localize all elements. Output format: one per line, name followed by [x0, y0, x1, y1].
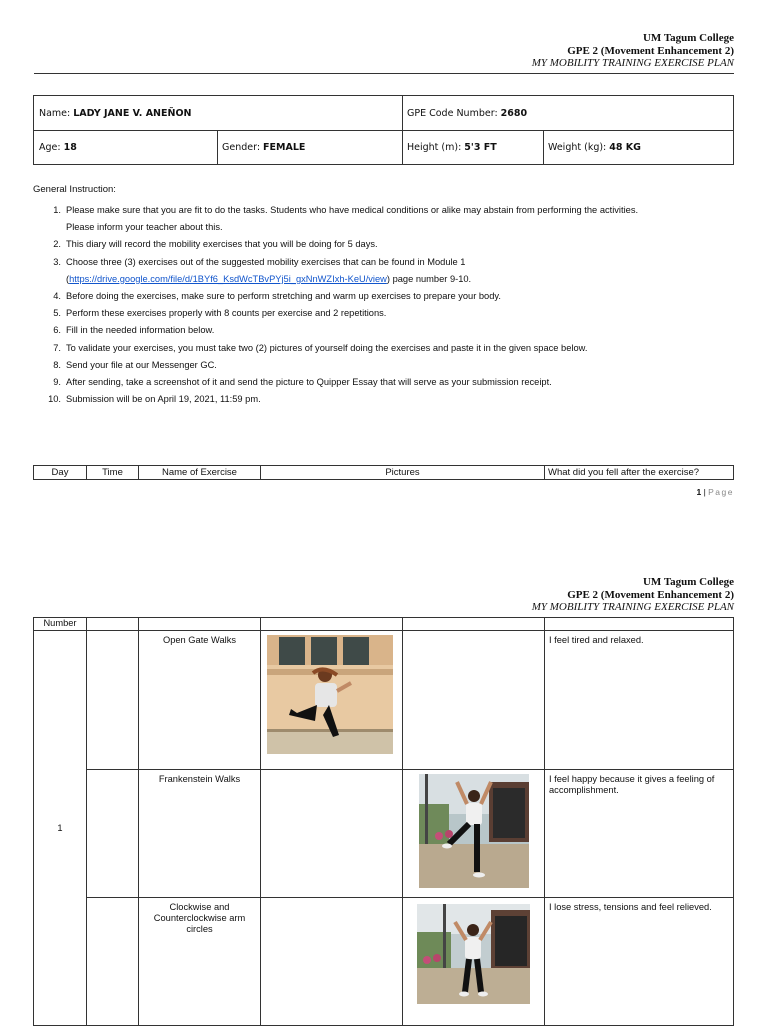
- course-name: GPE 2 (Movement Enhancement 2): [567, 44, 734, 57]
- exercise-name: Frankenstein Walks: [139, 770, 261, 898]
- plan-title: MY MOBILITY TRAINING EXERCISE PLAN: [531, 57, 734, 69]
- instruction-item: [33, 374, 733, 391]
- height-cell: Height (m): 5'3 FT: [407, 141, 497, 153]
- instruction-item: (https://drive.google.com/file/d/1BYf6_KsdWcTBvPYj5i_gxNnWZIxh-KeU/view) page number 9-10.: [66, 273, 472, 284]
- col-feel: What did you fell after the exercise?: [545, 466, 734, 480]
- instruction-item: [33, 219, 733, 236]
- page2-header: [532, 576, 734, 614]
- day-number: 1: [34, 631, 87, 1026]
- instruction-text: Submission will be on April 19, 2021, 11:59 pm.: [66, 394, 261, 405]
- col-exercise: Name of Exercise: [139, 466, 261, 480]
- instruction-item: [33, 236, 733, 253]
- table-row: [34, 770, 734, 898]
- page-number: 1 | Page: [696, 487, 734, 497]
- school-name-2: UM Tagum College: [642, 576, 734, 588]
- instruction-item: [33, 288, 733, 305]
- age-value: 18: [63, 141, 77, 153]
- gender-cell: Gender: FEMALE: [222, 141, 306, 153]
- picture-cell: [403, 770, 545, 898]
- exercise-name: Open Gate Walks: [139, 631, 261, 770]
- weight-value: 48 KG: [609, 141, 641, 153]
- feeling-text: I feel happy because it gives a feeling of accomplishment.: [545, 770, 734, 898]
- instruction-item: [33, 305, 733, 322]
- age-cell: Age: 18: [39, 141, 77, 153]
- header-rule: [34, 73, 734, 74]
- instruction-number: 10.: [48, 394, 61, 405]
- col-day: Day: [34, 466, 87, 480]
- instruction-text: After sending, take a screenshot of it and send the picture to Quipper Essay that will serve as your submission receipt.: [66, 377, 552, 388]
- instruction-number: 5.: [53, 308, 61, 319]
- exercise-photo: [419, 774, 529, 888]
- instruction-item: [33, 357, 733, 374]
- instruction-number: 9.: [53, 377, 61, 388]
- instruction-number: 8.: [53, 359, 61, 370]
- code-cell: GPE Code Number: 2680: [407, 107, 528, 119]
- name-value: LADY JANE V. ANEÑON: [73, 107, 192, 119]
- instruction-number: 1.: [53, 205, 61, 215]
- course-name-2: GPE 2 (Movement Enhancement 2): [567, 588, 734, 601]
- col-pictures: Pictures: [261, 466, 545, 480]
- exercise-name: Clockwise and Counterclockwise arm circles: [139, 898, 261, 1026]
- picture-cell: [261, 631, 403, 770]
- instruction-number: 2.: [53, 239, 61, 250]
- table-row: [34, 898, 734, 1026]
- table-row: [34, 631, 734, 770]
- col-time: Time: [87, 466, 139, 480]
- instruction-list: [33, 202, 733, 408]
- student-info-table: [33, 95, 734, 165]
- picture-cell: [403, 898, 545, 1026]
- instruction-item: [33, 202, 733, 219]
- height-value: 5'3 FT: [464, 141, 497, 153]
- instruction-item: [33, 254, 733, 271]
- instruction-text: This diary will record the mobility exercises that you will be doing for 5 days.: [66, 239, 378, 250]
- instruction-text: Perform these exercises properly with 8 counts per exercise and 2 repetitions.: [66, 308, 387, 319]
- instruction-text: Please make sure that you are fit to do the tasks. Students who have medical conditions or alike may abstain from performing the activities.: [66, 205, 639, 215]
- exercise-log-table: [33, 617, 734, 1026]
- instruction-number: 4.: [53, 291, 61, 302]
- school-name: UM Tagum College: [642, 32, 734, 44]
- feeling-text: I feel tired and relaxed.: [545, 631, 734, 770]
- gender-value: FEMALE: [263, 141, 306, 153]
- instruction-text: Before doing the exercises, make sure to perform stretching and warm up exercises to prepare your body.: [66, 291, 501, 302]
- exercise-photo: [267, 635, 393, 754]
- weight-cell: Weight (kg): 48 KG: [548, 141, 641, 153]
- instruction-number: 7.: [53, 342, 61, 353]
- page-header: [532, 32, 734, 70]
- module-link[interactable]: https://drive.google.com/file/d/1BYf6_KsdWcTBvPYj5i_gxNnWZIxh-KeU/view: [69, 273, 387, 284]
- instruction-item: [33, 391, 733, 408]
- instruction-item: [33, 322, 733, 339]
- instruction-text: Please inform your teacher about this.: [66, 222, 223, 233]
- code-value: 2680: [500, 107, 528, 119]
- frankenstein-walk-photo: [419, 774, 529, 888]
- exercise-table-header: [33, 465, 734, 480]
- open-gate-walk-photo: [267, 635, 393, 754]
- instruction-number: 6.: [53, 325, 61, 336]
- instruction-item: [33, 340, 733, 357]
- name-cell: Name: LADY JANE V. ANEÑON: [39, 107, 192, 119]
- instruction-text: Choose three (3) exercises out of the suggested mobility exercises that can be found in Module 1: [66, 256, 466, 267]
- instruction-text: Send your file at our Messenger GC.: [66, 359, 217, 370]
- general-instruction-label: General Instruction:: [33, 184, 116, 195]
- exercise-photo: [417, 904, 530, 1004]
- arm-circles-photo: [417, 904, 530, 1004]
- number-header: Number: [34, 618, 87, 631]
- instruction-text: To validate your exercises, you must take two (2) pictures of yourself doing the exercises and paste it in the given space below.: [66, 342, 588, 353]
- instruction-number: 3.: [53, 256, 61, 267]
- feeling-text: I lose stress, tensions and feel relieved.: [545, 898, 734, 1026]
- plan-title-2: MY MOBILITY TRAINING EXERCISE PLAN: [531, 601, 734, 613]
- instruction-text: Fill in the needed information below.: [66, 325, 215, 336]
